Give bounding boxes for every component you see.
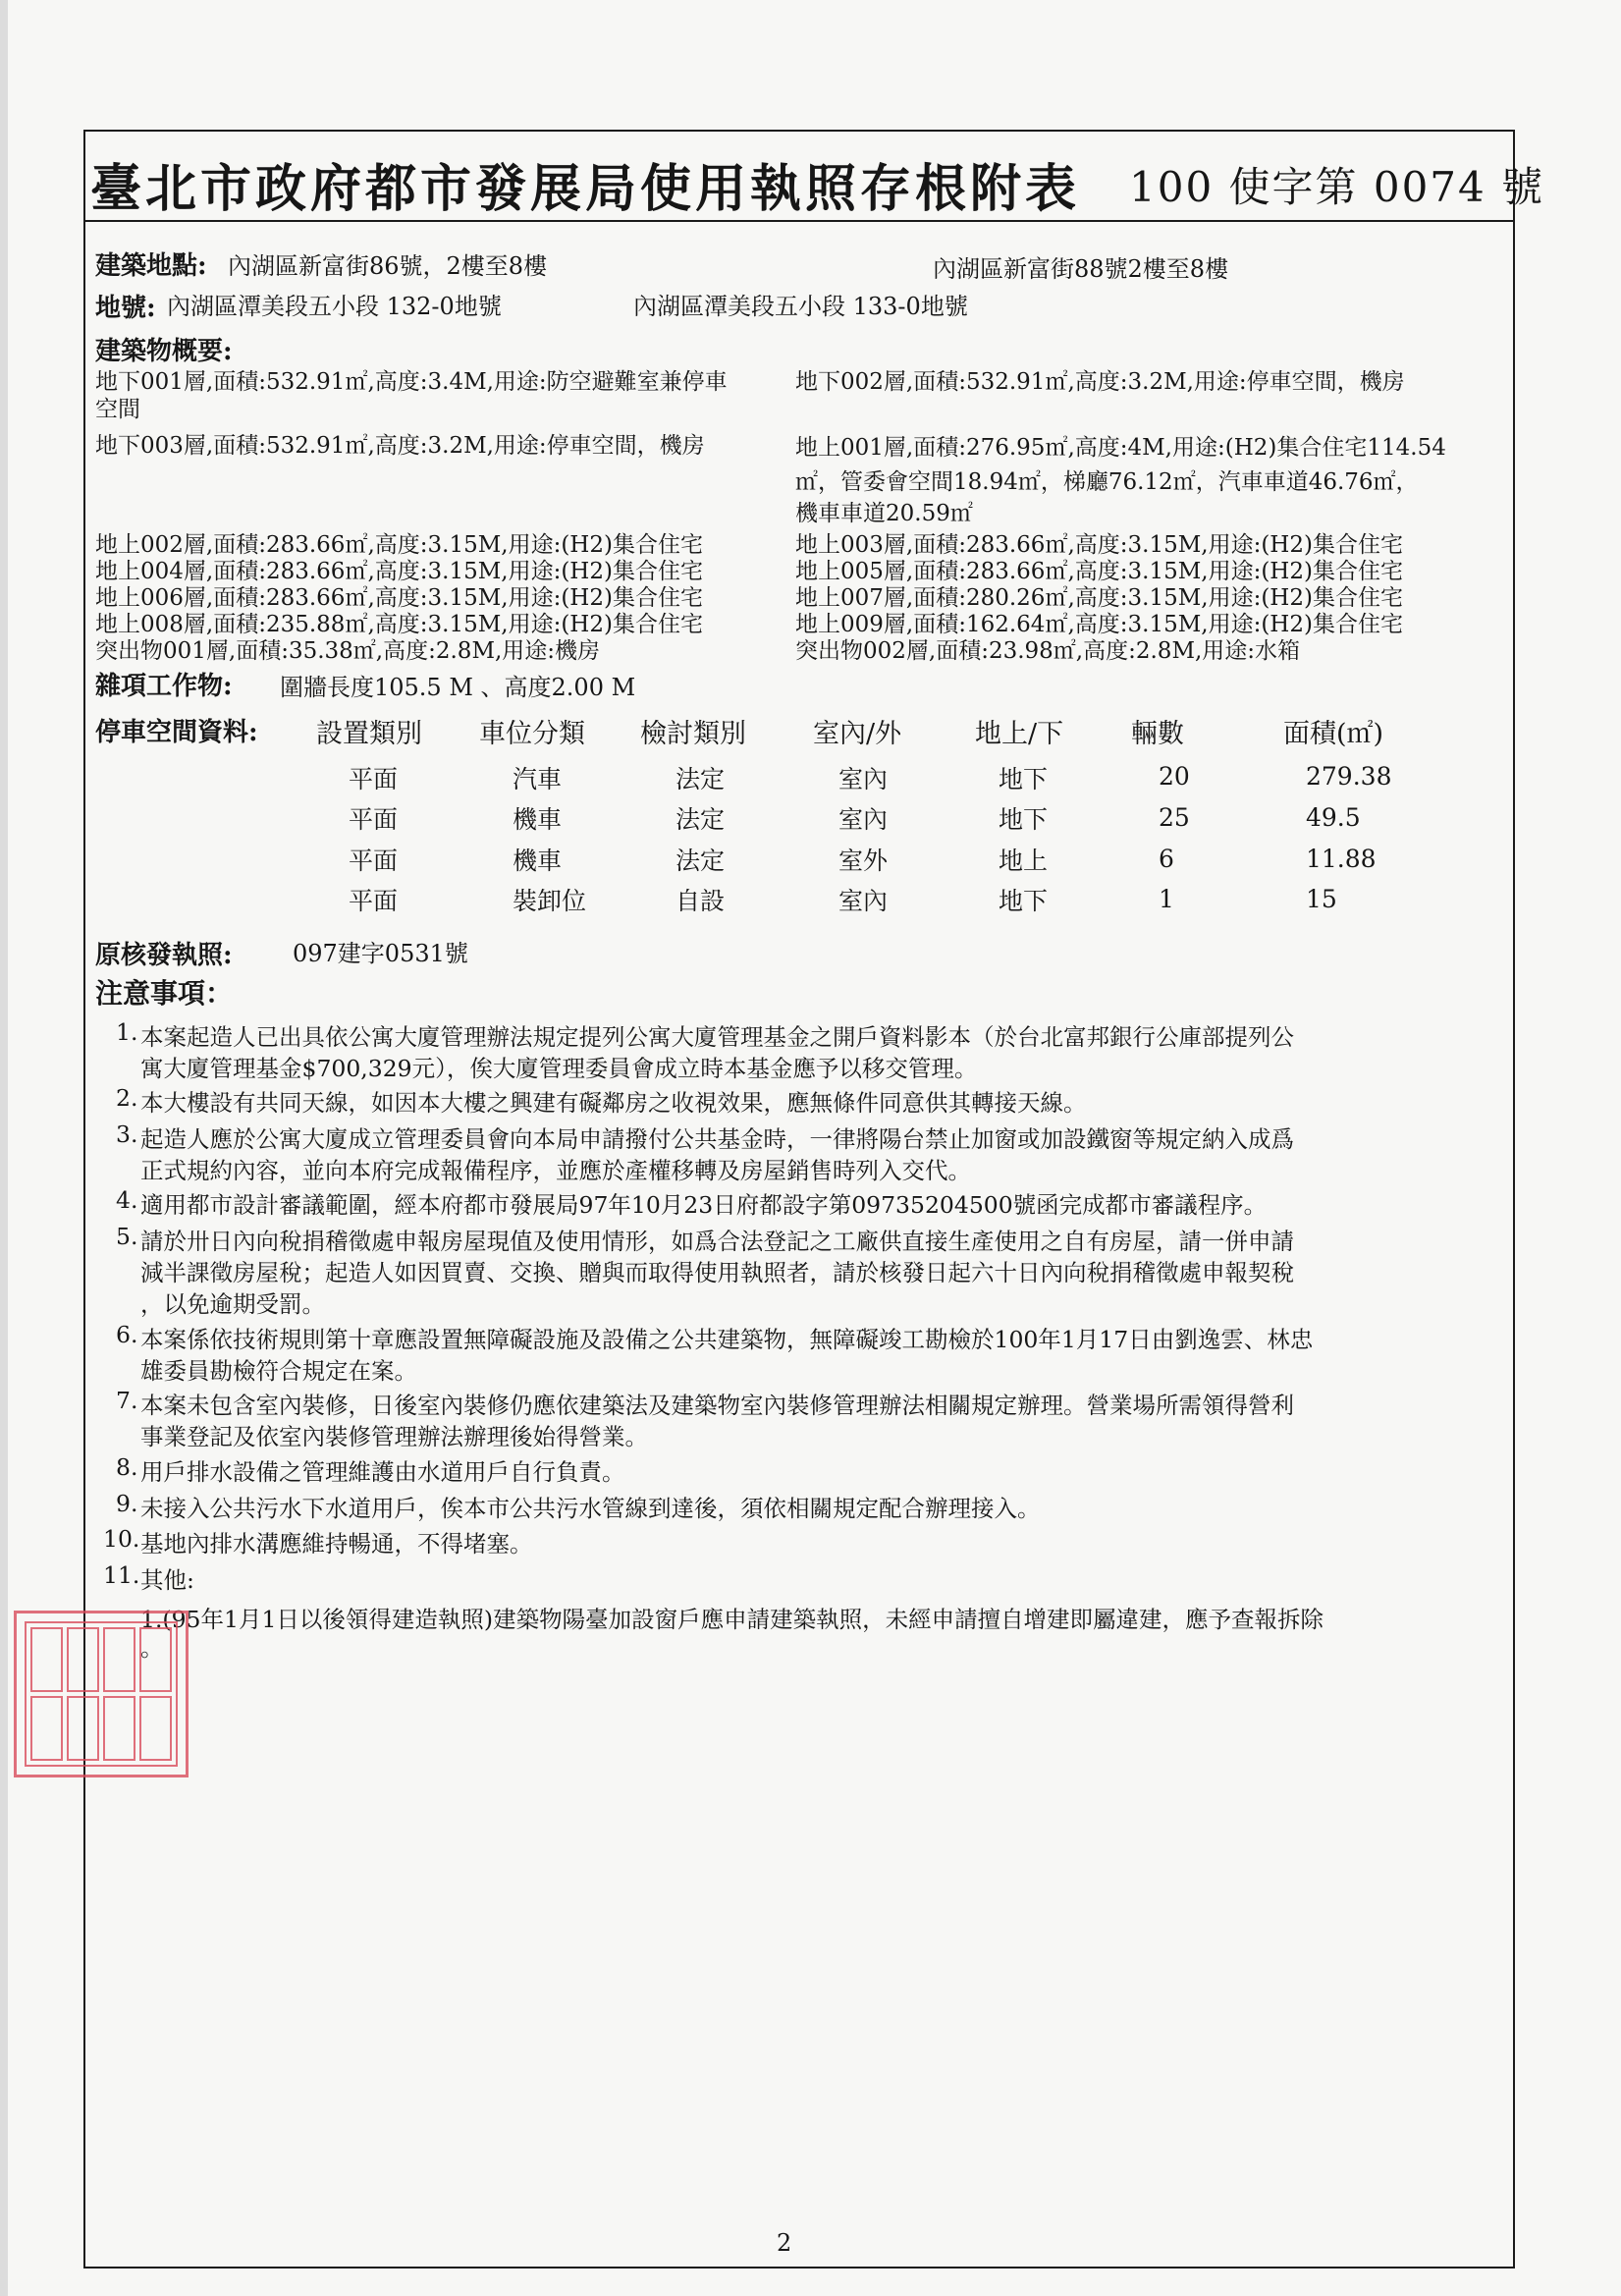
parking-header: 設置類別	[316, 719, 422, 749]
note-11-line-1: 其他:	[140, 1566, 194, 1594]
overview-r1: 突出物001層,面積:35.38㎡,高度:2.8M,用途:機房	[95, 638, 601, 664]
note-11-sub-line-2: 。	[140, 1634, 164, 1662]
parking-header: 檢討類別	[640, 719, 746, 749]
overview-b2-line1: 地下002層,面積:532.91㎡,高度:3.2M,用途:停車空間，機房	[795, 369, 1405, 395]
note-number: 5.	[116, 1223, 138, 1250]
overview-f5: 地上005層,面積:283.66㎡,高度:3.15M,用途:(H2)集合住宅	[795, 559, 1403, 584]
note-number: 2.	[116, 1084, 138, 1112]
note-6-line-1: 本案係依技術規則第十章應設置無障礙設施及設備之公共建築物，無障礙竣工勘檢於100年1月17日由劉逸雲、林忠	[140, 1326, 1314, 1353]
note-number: 8.	[116, 1453, 138, 1481]
note-11-sub-line-1: 1.(95年1月1日以後領得建造執照)建築物陽臺加設窗戶應申請建築執照，未經申請擅自增建即屬違建，應予查報拆除	[140, 1606, 1324, 1633]
address-label: 建築地點:	[95, 251, 207, 281]
table-cell: 法定	[675, 847, 726, 875]
table-cell: 279.38	[1306, 762, 1392, 791]
table-cell: 室內	[838, 805, 889, 834]
overview-f4: 地上004層,面積:283.66㎡,高度:3.15M,用途:(H2)集合住宅	[95, 559, 703, 584]
note-4-line-1: 適用都市設計審議範圍，經本府都市發展局97年10月23日府都設字第09735204500號函完成都市審議程序。	[140, 1191, 1268, 1219]
note-3-line-2: 正式規約內容，並向本府完成報備程序，並應於產權移轉及房屋銷售時列入交代。	[140, 1157, 971, 1184]
table-cell: 地下	[999, 887, 1049, 915]
note-10-line-1: 基地內排水溝應維持暢通，不得堵塞。	[140, 1530, 533, 1558]
page-number: 2	[777, 2229, 792, 2257]
table-cell: 6	[1159, 845, 1174, 873]
overview-f1-line3: 機車車道20.59㎡	[795, 501, 973, 526]
note-number: 3.	[116, 1121, 138, 1148]
table-cell: 自設	[675, 887, 726, 915]
table-cell: 25	[1159, 803, 1190, 832]
overview-b3: 地下003層,面積:532.91㎡,高度:3.2M,用途:停車空間，機房	[95, 433, 705, 459]
license-number: 100 使字第 0074 號	[1129, 163, 1545, 211]
note-5-line-1: 請於卅日內向稅捐稽徵處申報房屋現值及使用情形，如爲合法登記之工廠供直接生產使用之自有房屋，請一併申請	[140, 1228, 1294, 1255]
overview-f8: 地上008層,面積:235.88㎡,高度:3.15M,用途:(H2)集合住宅	[95, 612, 703, 637]
table-cell: 室外	[838, 847, 889, 875]
note-7-line-1: 本案未包含室內裝修，日後室內裝修仍應依建築法及建築物室內裝修管理辦法相關規定辦理。營業場所需領得營利	[140, 1392, 1294, 1419]
page-title: 臺北市政府都市發展局使用執照存根附表	[90, 159, 1081, 219]
note-9-line-1: 未接入公共污水下水道用戶，俟本市公共污水管線到達後，須依相關規定配合辦理接入。	[140, 1495, 1041, 1522]
table-cell: 49.5	[1306, 803, 1361, 832]
table-cell: 地下	[999, 805, 1049, 834]
red-seal-stamp	[14, 1611, 189, 1777]
overview-f1-line2: ㎡，管委會空間18.94㎡，梯廳76.12㎡，汽車車道46.76㎡，	[795, 469, 1419, 495]
lot-value-1: 內湖區潭美段五小段 132-0地號	[167, 293, 502, 320]
overview-b1-line2: 空間	[95, 397, 140, 422]
overview-f9: 地上009層,面積:162.64㎡,高度:3.15M,用途:(H2)集合住宅	[795, 612, 1403, 637]
notes-label: 注意事項：	[95, 977, 234, 1010]
table-cell: 室內	[838, 765, 889, 793]
note-number: 6.	[116, 1321, 138, 1348]
table-cell: 室內	[838, 887, 889, 915]
parking-header: 輛數	[1131, 719, 1184, 749]
table-cell: 平面	[349, 847, 399, 875]
note-5-line-2: 減半課徵房屋稅；起造人如因買賣、交換、贈與而取得使用執照者，請於核發日起六十日內向稅捐稽徵處申報契稅	[140, 1259, 1294, 1286]
address-value-1: 內湖區新富街86號，2樓至8樓	[228, 252, 548, 280]
overview-b1-line1: 地下001層,面積:532.91㎡,高度:3.4M,用途:防空避難室兼停車	[95, 369, 728, 395]
lot-value-2: 內湖區潭美段五小段 133-0地號	[633, 293, 968, 320]
table-cell: 法定	[675, 805, 726, 834]
table-cell: 法定	[675, 765, 726, 793]
table-cell: 地上	[999, 847, 1049, 875]
table-cell: 11.88	[1306, 845, 1377, 873]
note-number: 7.	[116, 1387, 138, 1414]
table-cell: 平面	[349, 887, 399, 915]
note-6-line-2: 雄委員勘檢符合規定在案。	[140, 1357, 417, 1385]
table-cell: 汽車	[513, 765, 563, 793]
table-cell: 20	[1159, 762, 1190, 791]
note-2-line-1: 本大樓設有共同天線，如因本大樓之興建有礙鄰房之收視效果，應無條件同意供其轉接天線。	[140, 1089, 1087, 1117]
overview-label: 建築物概要:	[95, 337, 233, 366]
table-cell: 1	[1159, 885, 1174, 913]
note-number: 4.	[116, 1186, 138, 1214]
lot-label: 地號:	[95, 294, 156, 323]
overview-r2: 突出物002層,面積:23.98㎡,高度:2.8M,用途:水箱	[795, 638, 1301, 664]
note-3-line-1: 起造人應於公寓大廈成立管理委員會向本局申請撥付公共基金時，一律將陽台禁止加窗或加設鐵窗等規定納入成爲	[140, 1125, 1294, 1153]
overview-f1-line1: 地上001層,面積:276.95㎡,高度:4M,用途:(H2)集合住宅114.54	[795, 435, 1446, 461]
table-cell: 地下	[999, 765, 1049, 793]
table-cell: 機車	[513, 847, 563, 875]
original-license-value: 097建字0531號	[293, 940, 468, 967]
note-8-line-1: 用戶排水設備之管理維護由水道用戶自行負責。	[140, 1458, 625, 1486]
scan-edge	[0, 0, 8, 2296]
table-cell: 平面	[349, 765, 399, 793]
parking-header: 車位分類	[479, 719, 585, 749]
overview-f6: 地上006層,面積:283.66㎡,高度:3.15M,用途:(H2)集合住宅	[95, 585, 703, 611]
note-number: 11.	[103, 1561, 140, 1589]
address-value-2: 內湖區新富街88號2樓至8樓	[933, 255, 1229, 283]
overview-f7: 地上007層,面積:280.26㎡,高度:3.15M,用途:(H2)集合住宅	[795, 585, 1403, 611]
misc-label: 雜項工作物:	[95, 672, 233, 701]
parking-label: 停車空間資料:	[95, 718, 258, 747]
note-number: 10.	[103, 1525, 140, 1553]
parking-header: 室內/外	[813, 719, 902, 749]
original-license-label: 原核發執照:	[95, 941, 233, 970]
misc-value: 圍牆長度105.5 M 、高度2.00 M	[280, 674, 636, 701]
table-cell: 平面	[349, 805, 399, 834]
note-number: 9.	[116, 1490, 138, 1517]
note-7-line-2: 事業登記及依室內裝修管理辦法辦理後始得營業。	[140, 1423, 648, 1450]
note-1-line-1: 本案起造人已出具依公寓大廈管理辦法規定提列公寓大廈管理基金之開戶資料影本（於台北富邦銀行公庫部提列公	[140, 1023, 1294, 1051]
parking-header: 面積(㎡)	[1283, 719, 1384, 749]
table-cell: 15	[1306, 885, 1337, 913]
table-cell: 機車	[513, 805, 563, 834]
note-number: 1.	[116, 1018, 138, 1046]
parking-header: 地上/下	[975, 719, 1064, 749]
note-5-line-3: ，以免逾期受罰。	[140, 1290, 325, 1318]
overview-f3: 地上003層,面積:283.66㎡,高度:3.15M,用途:(H2)集合住宅	[795, 532, 1403, 558]
overview-f2: 地上002層,面積:283.66㎡,高度:3.15M,用途:(H2)集合住宅	[95, 532, 703, 558]
note-1-line-2: 寓大廈管理基金$700,329元），俟大廈管理委員會成立時本基金應予以移交管理。	[140, 1055, 978, 1082]
table-cell: 裝卸位	[513, 887, 587, 915]
